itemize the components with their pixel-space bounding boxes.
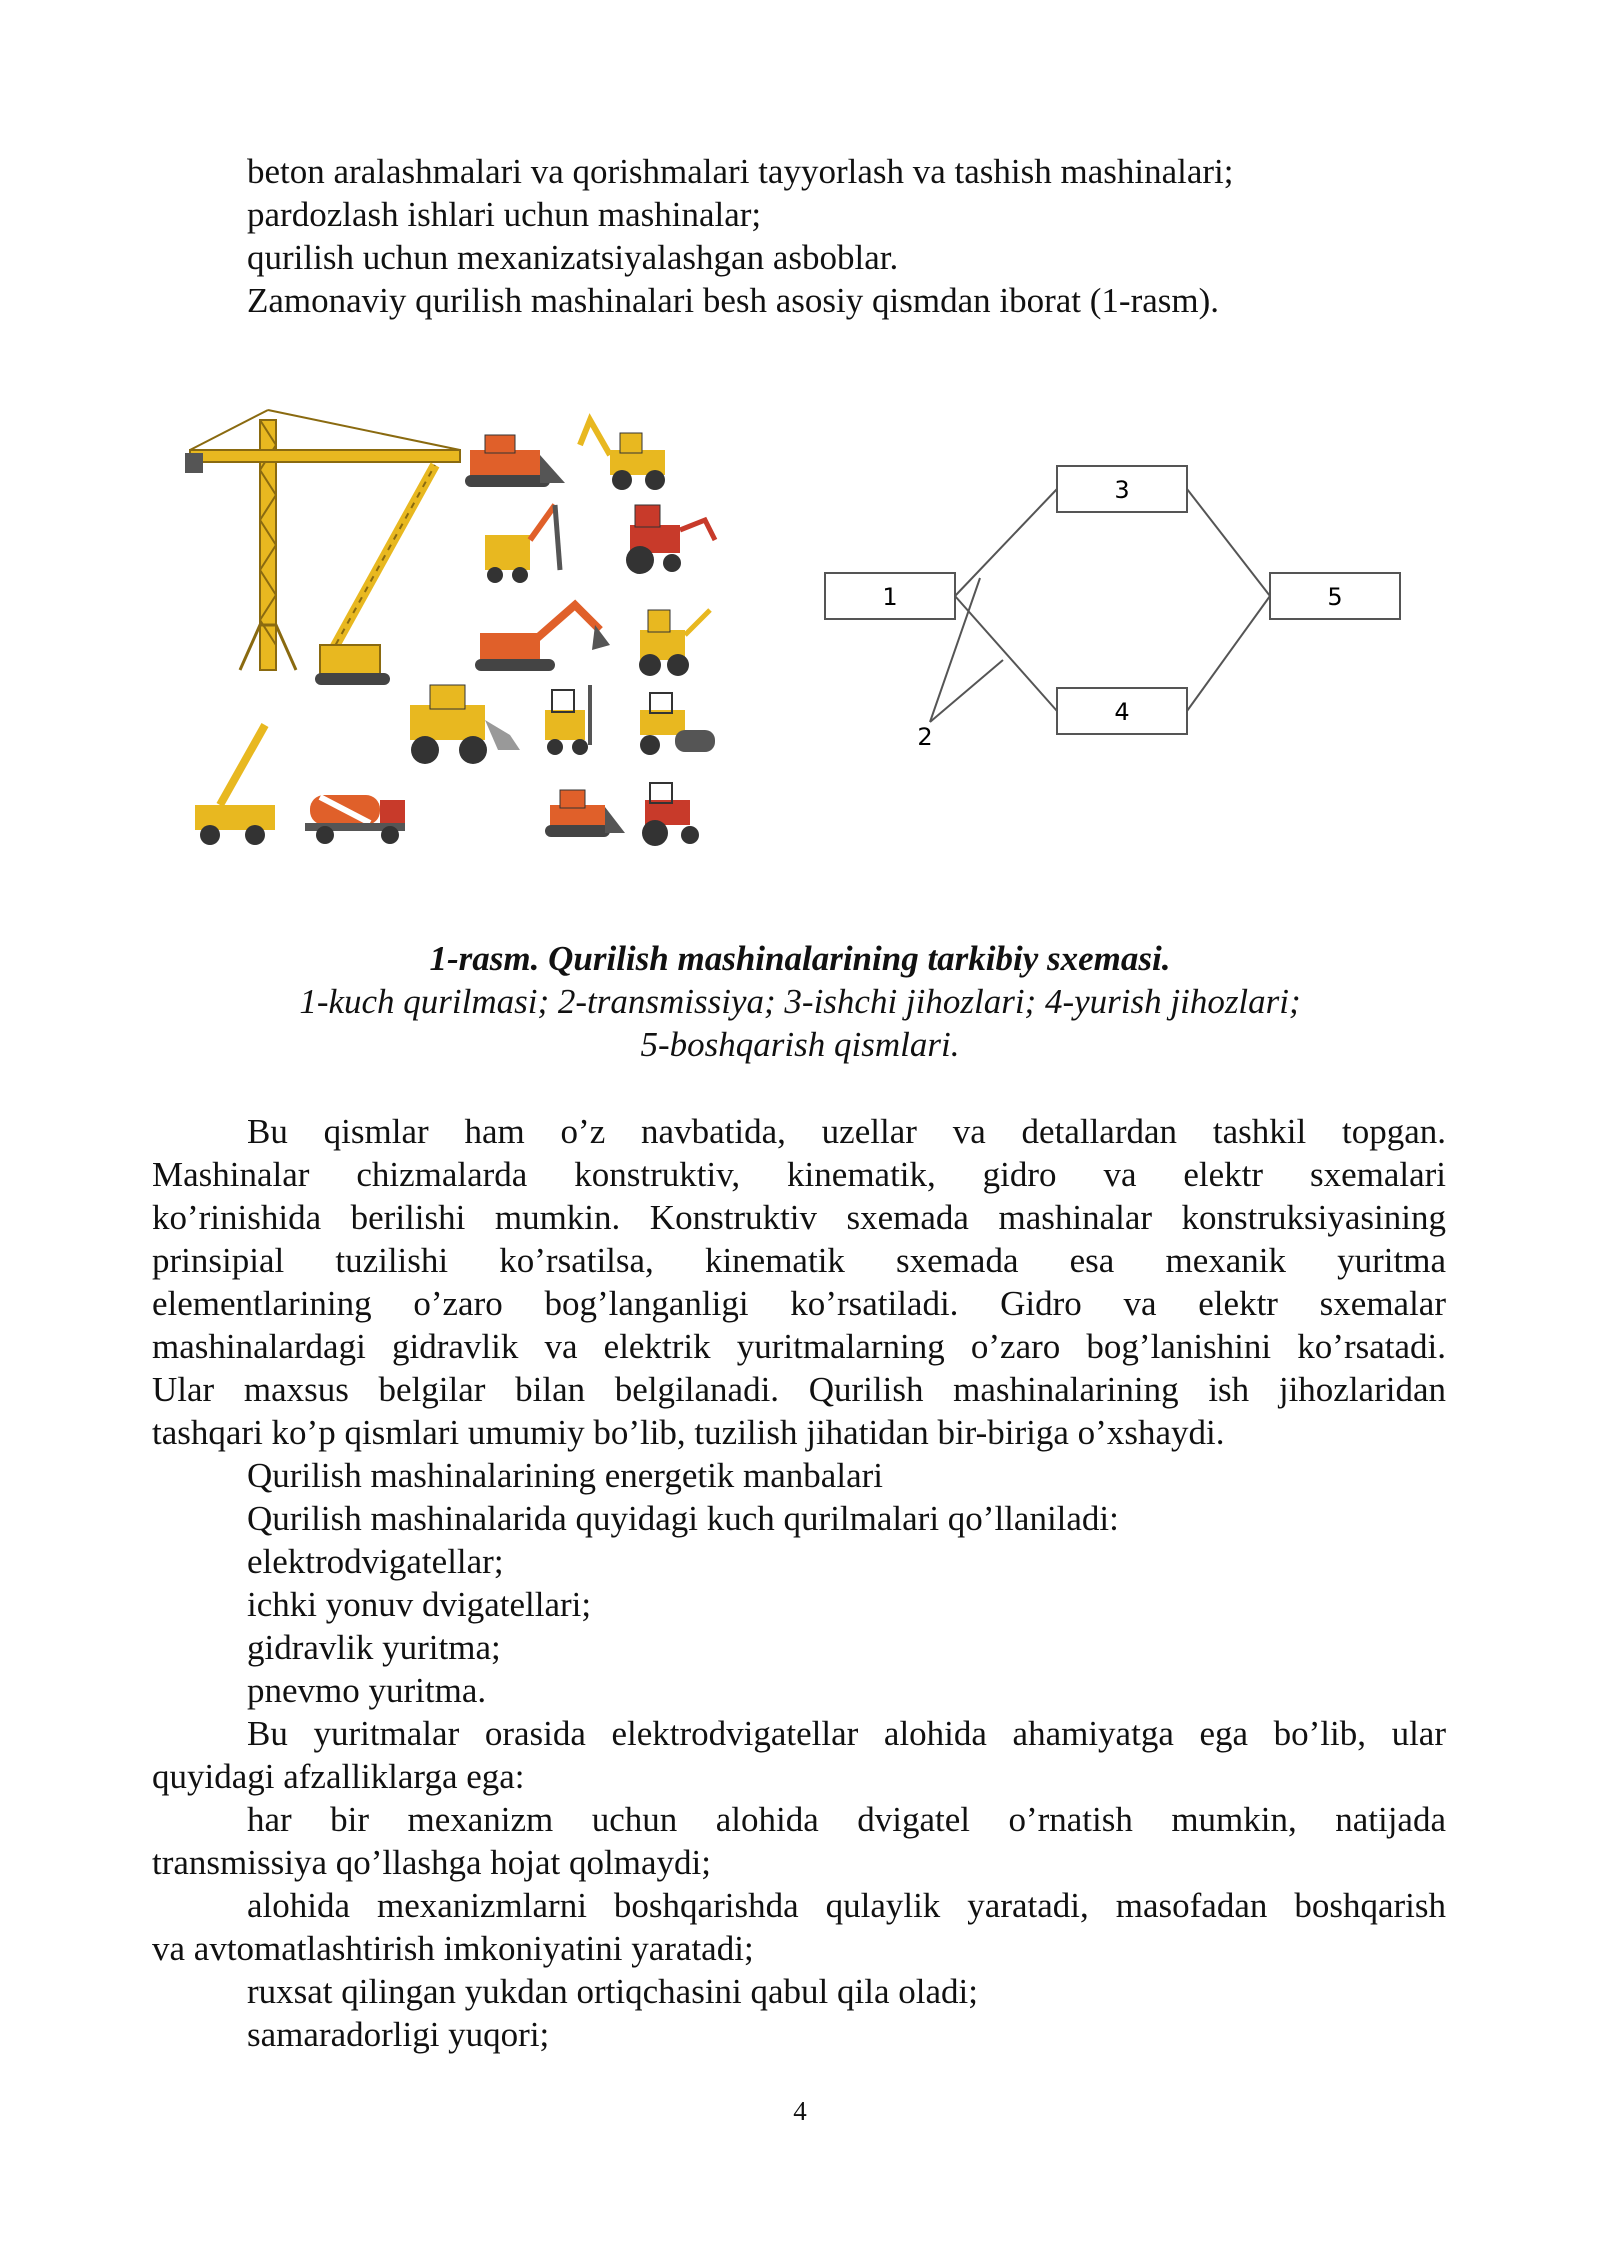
tractor-loader-icon — [626, 505, 715, 574]
diagram-label-4: 4 — [1114, 698, 1130, 726]
tower-crane-icon — [185, 410, 460, 670]
text-line: Zamonaviy qurilish mashinalari besh asosiy qismdan iborat (1-rasm). — [247, 281, 1220, 320]
paragraph-line: Bu qismlar ham o’z navbatida, uzellar va detallardan tashkil topgan. — [247, 1112, 1446, 1151]
crawler-dozer-icon — [545, 790, 625, 837]
crawler-crane-icon — [315, 465, 435, 685]
text-line: Qurilish mashinalarida quyidagi kuch qurilmalari qo’llaniladi: — [247, 1499, 1119, 1538]
page-number: 4 — [793, 2096, 807, 2126]
construction-machines-illustration — [180, 405, 780, 865]
text-line: beton aralashmalari va qorishmalari tayyorlash va tashish mashinalari; — [247, 152, 1234, 191]
text-line: qurilish uchun mexanizatsiyalashgan asboblar. — [247, 238, 899, 277]
diagram-label-1: 1 — [882, 583, 898, 611]
bulldozer-icon — [465, 435, 565, 487]
excavator-icon — [475, 605, 610, 671]
structure-diagram — [820, 460, 1420, 780]
paragraph-line: mashinalardagi gidravlik va elektrik yuritmalarning o’zaro bog’lanishini ko’rsatadi. — [152, 1327, 1446, 1366]
list-item: gidravlik yuritma; — [247, 1628, 501, 1667]
figure-caption-line: 1-kuch qurilmasi; 2-transmissiya; 3-ishchi jihozlari; 4-yurish jihozlari; — [299, 982, 1301, 1021]
paragraph-line: ko’rinishida berilishi mumkin. Konstruktiv sxemada mashinalar konstruksiyasining — [152, 1198, 1446, 1237]
concrete-mixer-truck-icon — [305, 795, 405, 844]
mobile-crane-icon — [195, 725, 275, 845]
drilling-machine-icon — [485, 505, 560, 583]
text-line: pardozlash ishlari uchun mashinalar; — [247, 195, 762, 234]
forklift-icon — [545, 685, 590, 755]
tractor-icon — [642, 783, 699, 846]
paragraph-line: har bir mexanizm uchun alohida dvigatel o’rnatish mumkin, natijada — [247, 1800, 1446, 1839]
backhoe-loader-icon — [580, 420, 665, 490]
paragraph-line: elementlarining o’zaro bog’langanligi ko’rsatiladi. Gidro va elektr sxemalar — [152, 1284, 1446, 1323]
diagram-label-5: 5 — [1327, 583, 1343, 611]
paragraph-line: Bu yuritmalar orasida elektrodvigatellar alohida ahamiyatga ega bo’lib, ular — [247, 1714, 1446, 1753]
paragraph-line: alohida mexanizmlarni boshqarishda qulaylik yaratadi, masofadan boshqarish — [247, 1886, 1446, 1925]
text-line: Qurilish mashinalarining energetik manbalari — [247, 1456, 883, 1495]
paragraph-line: prinsipial tuzilishi ko’rsatilsa, kinematik sxemada esa mexanik yuritma — [152, 1241, 1446, 1280]
figure-caption-line: 5-boshqarish qismlari. — [640, 1025, 960, 1064]
paragraph-line: quyidagi afzalliklarga ega: — [152, 1757, 525, 1796]
paragraph-line: va avtomatlashtirish imkoniyatini yaratadi; — [152, 1929, 754, 1968]
list-item: ichki yonuv dvigatellari; — [247, 1585, 592, 1624]
paragraph-line: tashqari ko’p qismlari umumiy bo’lib, tuzilish jihatidan bir-biriga o’xshaydi. — [152, 1413, 1225, 1452]
list-item: pnevmo yuritma. — [247, 1671, 487, 1710]
paragraph-line: transmissiya qo’llashga hojat qolmaydi; — [152, 1843, 711, 1882]
paragraph-line: Ular maxsus belgilar bilan belgilanadi. Qurilish mashinalarining ish jihozlaridan — [152, 1370, 1446, 1409]
list-item: ruxsat qilingan yukdan ortiqchasini qabul qila oladi; — [247, 1972, 978, 2011]
list-item: elektrodvigatellar; — [247, 1542, 504, 1581]
paragraph-line: Mashinalar chizmalarda konstruktiv, kinematik, gidro va elektr sxemalari — [152, 1155, 1446, 1194]
figure-caption-title: 1-rasm. Qurilish mashinalarining tarkibiy sxemasi. — [429, 939, 1171, 978]
wheel-loader-icon — [639, 610, 710, 676]
list-item: samaradorligi yuqori; — [247, 2015, 550, 2054]
road-roller-icon — [640, 693, 715, 755]
front-loader-icon — [410, 685, 520, 764]
diagram-label-2: 2 — [917, 723, 933, 751]
diagram-label-3: 3 — [1114, 476, 1130, 504]
